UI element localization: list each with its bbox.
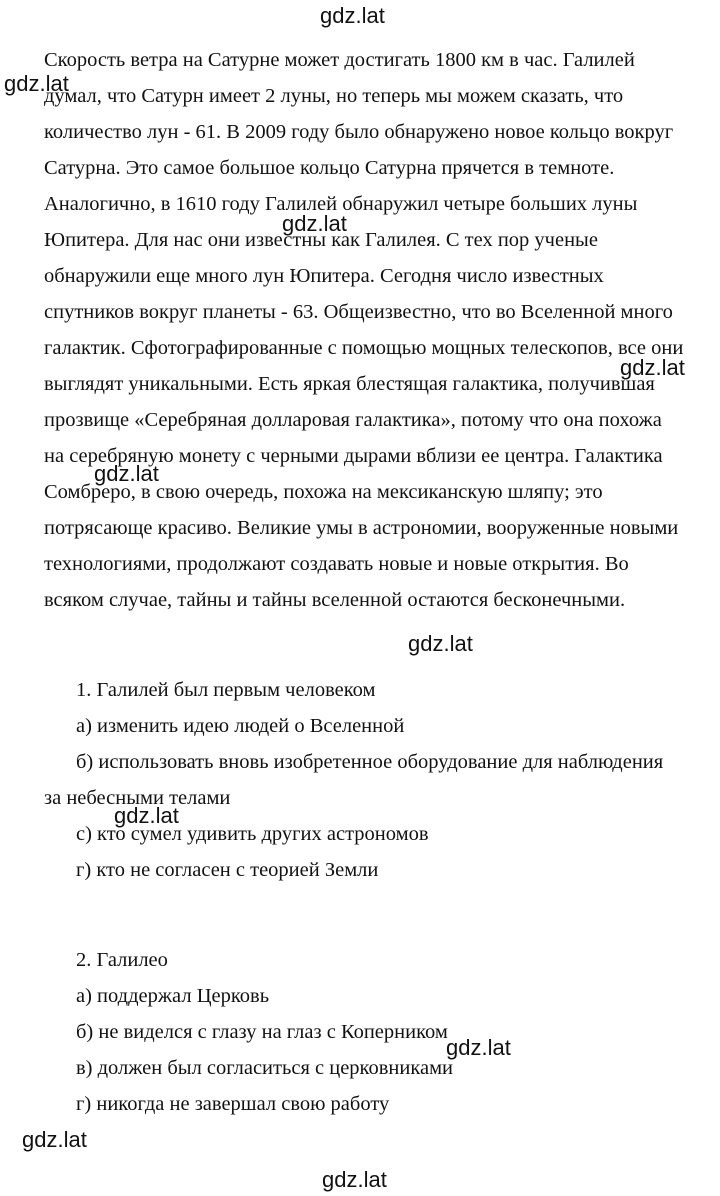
paragraph-line: Сатурна. Это самое большое кольцо Сатурна прячется в темноте. bbox=[44, 157, 615, 179]
watermark-text: gdz.lat bbox=[322, 1167, 387, 1192]
paragraph-line: Юпитера. Для нас они известны как Галилея. С тех пор ученые bbox=[44, 229, 598, 251]
watermark-text: gdz.lat bbox=[446, 1035, 511, 1060]
question-1-option-c: с) кто сумел удивить других астрономов bbox=[76, 823, 429, 845]
watermark-text: gdz.lat bbox=[94, 461, 159, 486]
question-1-stem: 1. Галилей был первым человеком bbox=[76, 679, 376, 701]
watermark-text: gdz.lat bbox=[114, 803, 179, 828]
paragraph-line: технологиями, продолжают создавать новые и новые открытия. Во bbox=[44, 553, 629, 575]
paragraph-line: потрясающе красиво. Великие умы в астрономии, вооруженные новыми bbox=[44, 517, 679, 539]
question-1-option-b: б) использовать вновь изобретенное оборудование для наблюдения bbox=[76, 751, 664, 773]
question-2-option-c: в) должен был согласиться с церковниками bbox=[76, 1057, 454, 1079]
watermark-text: gdz.lat bbox=[22, 1127, 87, 1152]
paragraph-line: Сомбреро, в свою очередь, похожа на мексиканскую шляпу; это bbox=[44, 481, 603, 503]
paragraph-line: спутников вокруг планеты - 63. Общеизвестно, что во Вселенной много bbox=[44, 301, 673, 323]
watermark-text: gdz.lat bbox=[408, 631, 473, 656]
watermark-text: gdz.lat bbox=[282, 211, 347, 236]
paragraph-line: на серебряную монету с черными дырами вблизи ее центра. Галактика bbox=[44, 445, 663, 467]
question-2-option-d: г) никогда не завершал свою работу bbox=[76, 1093, 390, 1115]
paragraph-line: Аналогично, в 1610 году Галилей обнаружил четыре больших луны bbox=[44, 193, 638, 215]
paragraph-line: Скорость ветра на Сатурне может достигать 1800 км в час. Галилей bbox=[44, 49, 635, 71]
question-2-stem: 2. Галилео bbox=[76, 949, 168, 971]
question-1-option-a: а) изменить идею людей о Вселенной bbox=[76, 715, 405, 737]
question-2-option-a: а) поддержал Церковь bbox=[76, 985, 270, 1007]
question-1-option-b-continued: за небесными телами bbox=[44, 787, 231, 809]
paragraph-line: выглядят уникальными. Есть яркая блестящая галактика, получившая bbox=[44, 373, 655, 395]
paragraph-line: прозвище «Серебряная долларовая галактика», потому что она похожа bbox=[44, 409, 662, 431]
paragraph-line: обнаружили еще много лун Юпитера. Сегодня число известных bbox=[44, 265, 604, 287]
question-2-option-b: б) не виделся с глазу на глаз с Коперником bbox=[76, 1021, 448, 1043]
watermark-text: gdz.lat bbox=[320, 3, 385, 28]
watermark-text: gdz.lat bbox=[620, 355, 685, 380]
paragraph-line: количество лун - 61. В 2009 году было обнаружено новое кольцо вокруг bbox=[44, 121, 674, 143]
question-1-option-d: г) кто не согласен с теорией Земли bbox=[76, 859, 379, 881]
watermark-text: gdz.lat bbox=[4, 71, 69, 96]
paragraph-line: всяком случае, тайны и тайны вселенной остаются бесконечными. bbox=[44, 589, 626, 611]
paragraph-line: думал, что Сатурн имеет 2 луны, но теперь мы можем сказать, что bbox=[44, 85, 624, 107]
paragraph-line: галактик. Сфотографированные с помощью мощных телескопов, все они bbox=[44, 337, 684, 359]
